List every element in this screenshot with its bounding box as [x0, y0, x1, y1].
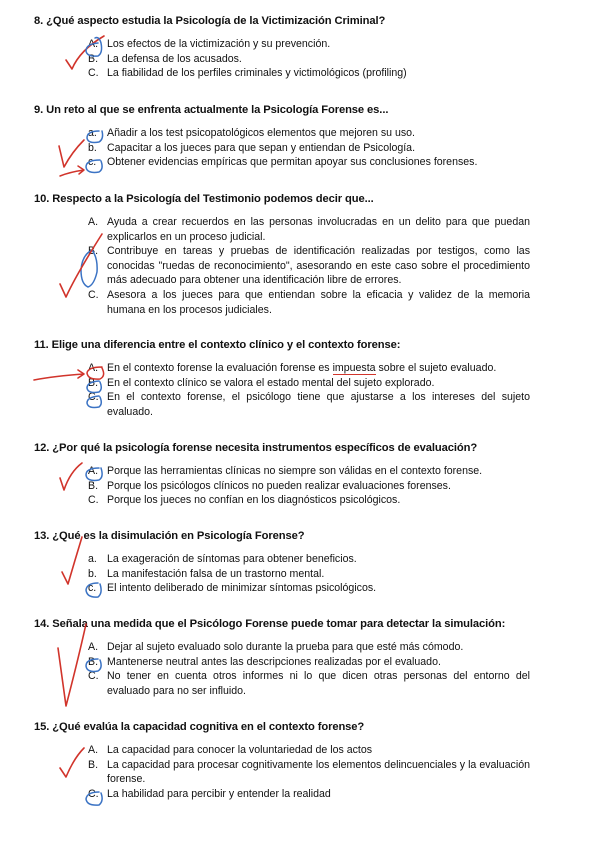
option-letter: c. — [88, 582, 97, 595]
option-c — [34, 288, 530, 317]
option-text — [107, 362, 496, 375]
option-letter: A. — [88, 362, 99, 374]
option-c — [34, 66, 530, 81]
option-text: En el contexto clínico se valora el estado mental del sujeto explorado. — [107, 376, 435, 389]
option-letter: A. — [88, 38, 99, 50]
question-title: 15. ¿Qué evalúa la capacidad cognitiva en el contexto forense? — [34, 721, 365, 733]
option-letter: b. — [88, 567, 97, 580]
option-a — [34, 37, 530, 52]
option-letter: B. — [88, 758, 99, 771]
underlined-word: impuesta — [332, 362, 376, 374]
question-title: 12. ¿Por qué la psicología forense necesita instrumentos específicos de evaluación? — [34, 442, 478, 454]
question-15 — [34, 720, 530, 801]
option-letter: a. — [88, 553, 97, 565]
option-text: Porque los jueces no confían en los diagnósticos psicológicos. — [107, 494, 401, 507]
option-text: Dejar al sujeto evaluado solo durante la prueba para que esté más cómodo. — [107, 641, 464, 653]
option-b — [34, 479, 530, 494]
question-8 — [34, 14, 530, 81]
question-title: 9. Un reto al que se enfrenta actualmente la Psicología Forense es... — [34, 104, 389, 116]
option-text: No tener en cuenta otros informes ni lo que dicen otras personas del entorno del evaluado para no ser influido. — [107, 670, 530, 697]
question-13 — [34, 529, 530, 596]
option-letter: C. — [88, 391, 99, 404]
option-letter: A. — [88, 744, 99, 756]
option-b — [34, 52, 530, 67]
question-title: 10. Respecto a la Psicología del Testimonio podemos decir que... — [34, 193, 374, 205]
option-text: En el contexto forense, el psicólogo tiene que ajustarse a los intereses del sujeto evaluado. — [107, 391, 530, 418]
option-letter: B. — [88, 376, 99, 389]
question-title: 13. ¿Qué es la disimulación en Psicología Forense? — [34, 530, 305, 542]
option-text: Los efectos de la victimización y su prevención. — [107, 38, 331, 50]
option-text: Asesora a los jueces para que entiendan sobre la eficacia y validez de la memoria humana en los procesos judiciales. — [107, 288, 530, 316]
question-14 — [34, 617, 530, 698]
option-text: La fiabilidad de los perfiles criminales y victimológicos (profiling) — [107, 67, 407, 80]
option-letter: C. — [88, 67, 99, 80]
option-a — [34, 743, 530, 758]
option-c — [34, 493, 530, 508]
option-b — [34, 655, 530, 670]
option-letter: c. — [88, 156, 97, 169]
option-text: El intento deliberado de minimizar síntomas psicológicos. — [107, 582, 377, 595]
question-title: 11. Elige una diferencia entre el contexto clínico y el contexto forense: — [34, 339, 401, 351]
option-c — [34, 669, 530, 698]
question-9 — [34, 103, 530, 170]
option-c — [34, 390, 530, 419]
option-text: Obtener evidencias empíricas que permitan apoyar sus conclusiones forenses. — [107, 156, 478, 169]
option-text: La manifestación falsa de un trastorno mental. — [107, 567, 325, 580]
option-text: La exageración de síntomas para obtener beneficios. — [107, 553, 357, 565]
option-a — [34, 126, 530, 141]
option-b — [34, 567, 530, 582]
option-b — [34, 376, 530, 391]
option-a — [34, 215, 530, 244]
question-title: 14. Señala una medida que el Psicólogo Forense puede tomar para detectar la simulación: — [34, 618, 506, 630]
option-c — [34, 155, 530, 170]
option-letter: A. — [88, 641, 99, 653]
option-letter: C. — [88, 670, 99, 683]
option-text: Mantenerse neutral antes las descripciones realizadas por el evaluado. — [107, 655, 441, 668]
option-b — [34, 758, 530, 787]
option-letter: B. — [88, 52, 99, 65]
option-text: Ayuda a crear recuerdos en las personas involucradas en un delito para que puedan explicarlos en un proceso judicial. — [107, 216, 530, 243]
option-text: La capacidad para conocer la voluntariedad de los actos — [107, 744, 373, 756]
option-a — [34, 552, 530, 567]
option-text: Contribuye en tareas y pruebas de identificación realizadas por testigos, como las conocidas "ruedas de reconocimiento", asesorando en este caso sobre el procedimiento más adecuado para obtener una identificación libre de errores. — [107, 245, 530, 287]
option-a — [34, 361, 530, 376]
option-a — [34, 464, 530, 479]
option-text-post: sobre el sujeto evaluado. — [375, 362, 497, 374]
option-text-pre: En el contexto forense la evaluación forense es — [107, 362, 333, 374]
option-c — [34, 581, 530, 596]
option-letter: B. — [88, 655, 99, 668]
option-letter: B. — [88, 245, 99, 258]
option-letter: C. — [88, 288, 99, 301]
question-11 — [34, 338, 530, 419]
option-text: Capacitar a los jueces para que sepan y entiendan de Psicología. — [107, 141, 416, 154]
option-letter: A. — [88, 216, 99, 228]
option-letter: C. — [88, 787, 99, 800]
option-text: Añadir a los test psicopatológicos elementos que mejoren su uso. — [107, 127, 415, 139]
option-text: Porque los psicólogos clínicos no pueden realizar evaluaciones forenses. — [107, 479, 451, 492]
option-b — [34, 244, 530, 288]
option-text: La habilidad para percibir y entender la realidad — [107, 787, 331, 800]
option-a — [34, 640, 530, 655]
option-letter: A. — [88, 465, 99, 477]
option-text: La defensa de los acusados. — [107, 52, 242, 65]
option-letter: C. — [88, 494, 99, 507]
question-12 — [34, 441, 530, 508]
option-b — [34, 141, 530, 156]
option-c — [34, 787, 530, 802]
option-letter: b. — [88, 141, 97, 154]
option-letter: a. — [88, 127, 97, 139]
question-title: 8. ¿Qué aspecto estudia la Psicología de la Victimización Criminal? — [34, 15, 386, 27]
question-10 — [34, 192, 530, 317]
option-letter: B. — [88, 479, 99, 492]
option-text: La capacidad para procesar cognitivamente los elementos delincuenciales y la evaluación forense. — [107, 758, 530, 786]
option-text: Porque las herramientas clínicas no siempre son válidas en el contexto forense. — [107, 465, 483, 477]
